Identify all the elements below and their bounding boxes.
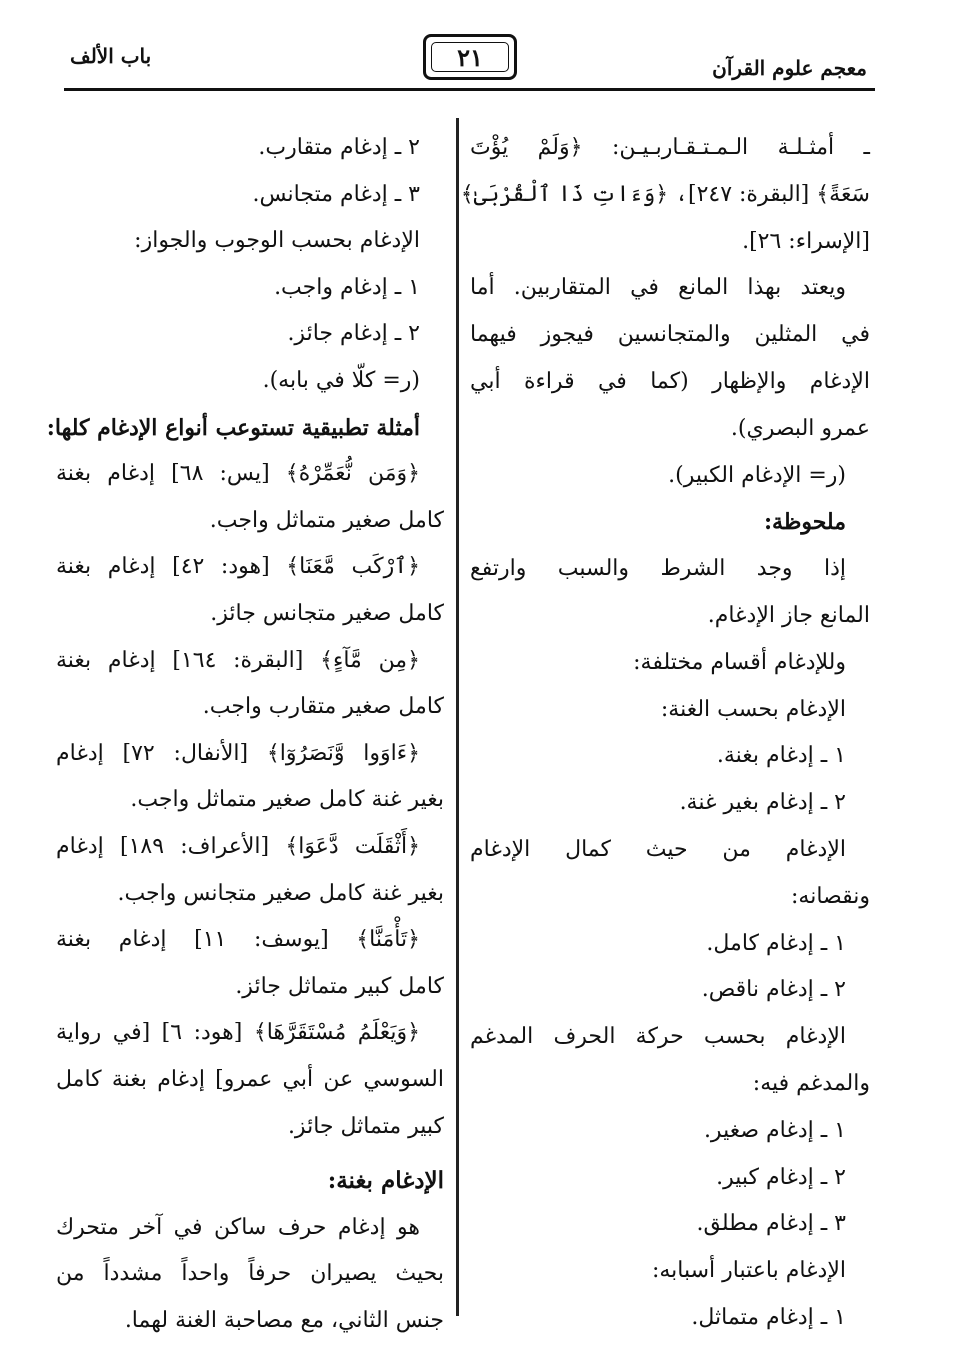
chapter-title: باب الألف <box>70 44 152 68</box>
text-line: في المثلين والمتجانسين فيجوز فيهما <box>470 322 870 347</box>
text-line: ٢ ـ إدغام ناقص. <box>701 977 846 1002</box>
text-line: وللإدغام أقسام مختلفة: <box>633 650 846 675</box>
column-divider <box>456 118 459 1316</box>
text-line: بغير غنة كامل صغير متجانس واجب. <box>117 881 444 906</box>
text-line: كامل صغير متجانس جائز. <box>210 601 444 626</box>
text-line: ـ أمثـلـة الـمـتـقـاربـيـن: ﴿وَلَمْ يُؤْتَ <box>470 135 870 160</box>
book-title: معجم علوم القرآن <box>712 56 867 80</box>
text-line: [الإسراء: ٢٦]. <box>742 229 870 254</box>
text-line: كامل كبير متماثل جائز. <box>235 974 444 999</box>
text-line: ٣ ـ إدغام مطلق. <box>696 1211 846 1236</box>
text-line: ٢ ـ إدغام بغير غنة. <box>679 790 846 815</box>
text-line: ﴿مِن مَّآءٍ﴾ [البقرة: ١٦٤] إدغام بغنة <box>56 648 420 673</box>
text-line: ١ ـ إدغام كامل. <box>706 931 846 956</box>
text-line: ١ ـ إدغام واجب. <box>274 275 420 300</box>
text-line: (ر= كلّا في بابه). <box>262 368 420 393</box>
text-line: ونقصانه: <box>791 884 870 909</box>
section-heading: الإدغام بغنة: <box>327 1167 444 1194</box>
header-rule <box>64 88 875 91</box>
text-line: هو إدغام حرف ساكن في آخر متحرك <box>56 1215 420 1240</box>
text-line: كبير متماثل جائز. <box>287 1114 444 1139</box>
text-line: الإدغام بحسب الوجوب والجواز: <box>134 228 420 253</box>
bold-line: أمثلة تطبيقية تستوعب أنواع الإدغام كلها: <box>46 415 420 441</box>
text-line: كامل صغير متقارب واجب. <box>202 694 444 719</box>
text-line: السوسي عن أبي عمرو] إدغام بغنة كامل <box>56 1067 444 1092</box>
text-line: كامل صغير متماثل واجب. <box>209 508 444 533</box>
text-line: جنس الثاني، مع مصاحبة الغنة لهما. <box>124 1308 444 1333</box>
text-line: الإدغام باعتبار أسبابه: <box>651 1258 846 1283</box>
text-line: ٣ ـ إدغام متجانس. <box>252 182 420 207</box>
page-number: ٢١ <box>457 43 483 72</box>
text-line: سَعَةً﴾ [البقرة: ٢٤٧]، ﴿وَءَاتِ ذَا ٱلْقُرْبَىٰ﴾ <box>460 182 870 207</box>
text-line: ويعتد بهذا المانع في المتقاربين. أما <box>470 275 846 300</box>
text-line: الإدغام من حيث كمال الإدغام <box>470 837 846 862</box>
text-line: ﴿تَأْمَنَّا﴾ [يوسف: ١١] إدغام بغنة <box>56 927 420 952</box>
text-line: ٢ ـ إدغام كبير. <box>716 1165 846 1190</box>
text-line: ١ ـ إدغام متماثل. <box>691 1305 846 1330</box>
text-line: ١ ـ إدغام بغنة. <box>716 743 846 768</box>
text-line: ﴿ءَاوَوا وَّنَصَرُوٓا﴾ [الأنفال: ٧٢] إدغام <box>56 741 420 766</box>
text-line: ﴿وَمَن نُّعَمِّرْهُ﴾ [يس: ٦٨] إدغام بغنة <box>56 461 420 486</box>
text-line: ٢ ـ إدغام جائز. <box>287 321 420 346</box>
text-line: ﴿أَثْقَلَت دَّعَوَا﴾ [الأعراف: ١٨٩] إدغام <box>56 834 420 859</box>
text-line: المانع جاز الإدغام. <box>707 603 870 628</box>
text-line: ٢ ـ إدغام متقارب. <box>258 135 420 160</box>
text-line: بغير غنة كامل صغير متماثل واجب. <box>130 787 444 812</box>
page-number-frame <box>423 34 517 80</box>
text-line: الإدغام بحسب الغنة: <box>660 697 846 722</box>
text-line: ﴿وَيَعْلَمُ مُسْتَقَرَّهَا﴾ [هود: ٦] [في رواية <box>56 1020 420 1045</box>
text-line: الإدغام بحسب حركة الحرف المدغم <box>470 1024 846 1049</box>
text-line: عمرو البصري). <box>730 416 870 441</box>
text-line: ١ ـ إدغام صغير. <box>703 1118 846 1143</box>
text-line: بحيث يصيران حرفاً واحداً مشدداً من <box>56 1261 444 1286</box>
text-line: الإدغام والإظهار (كما في قراءة أبي <box>470 369 870 394</box>
bold-line: ملحوظة: <box>763 509 846 535</box>
text-line: ﴿ٱرْكَب مَّعَنَا﴾ [هود: ٤٢] إدغام بغنة <box>56 554 420 579</box>
text-line: إذا وجد الشرط والسبب وارتفع <box>470 556 846 581</box>
text-line: والمدغم فيه: <box>752 1071 870 1096</box>
text-line: (ر= الإدغام الكبير). <box>668 463 846 488</box>
